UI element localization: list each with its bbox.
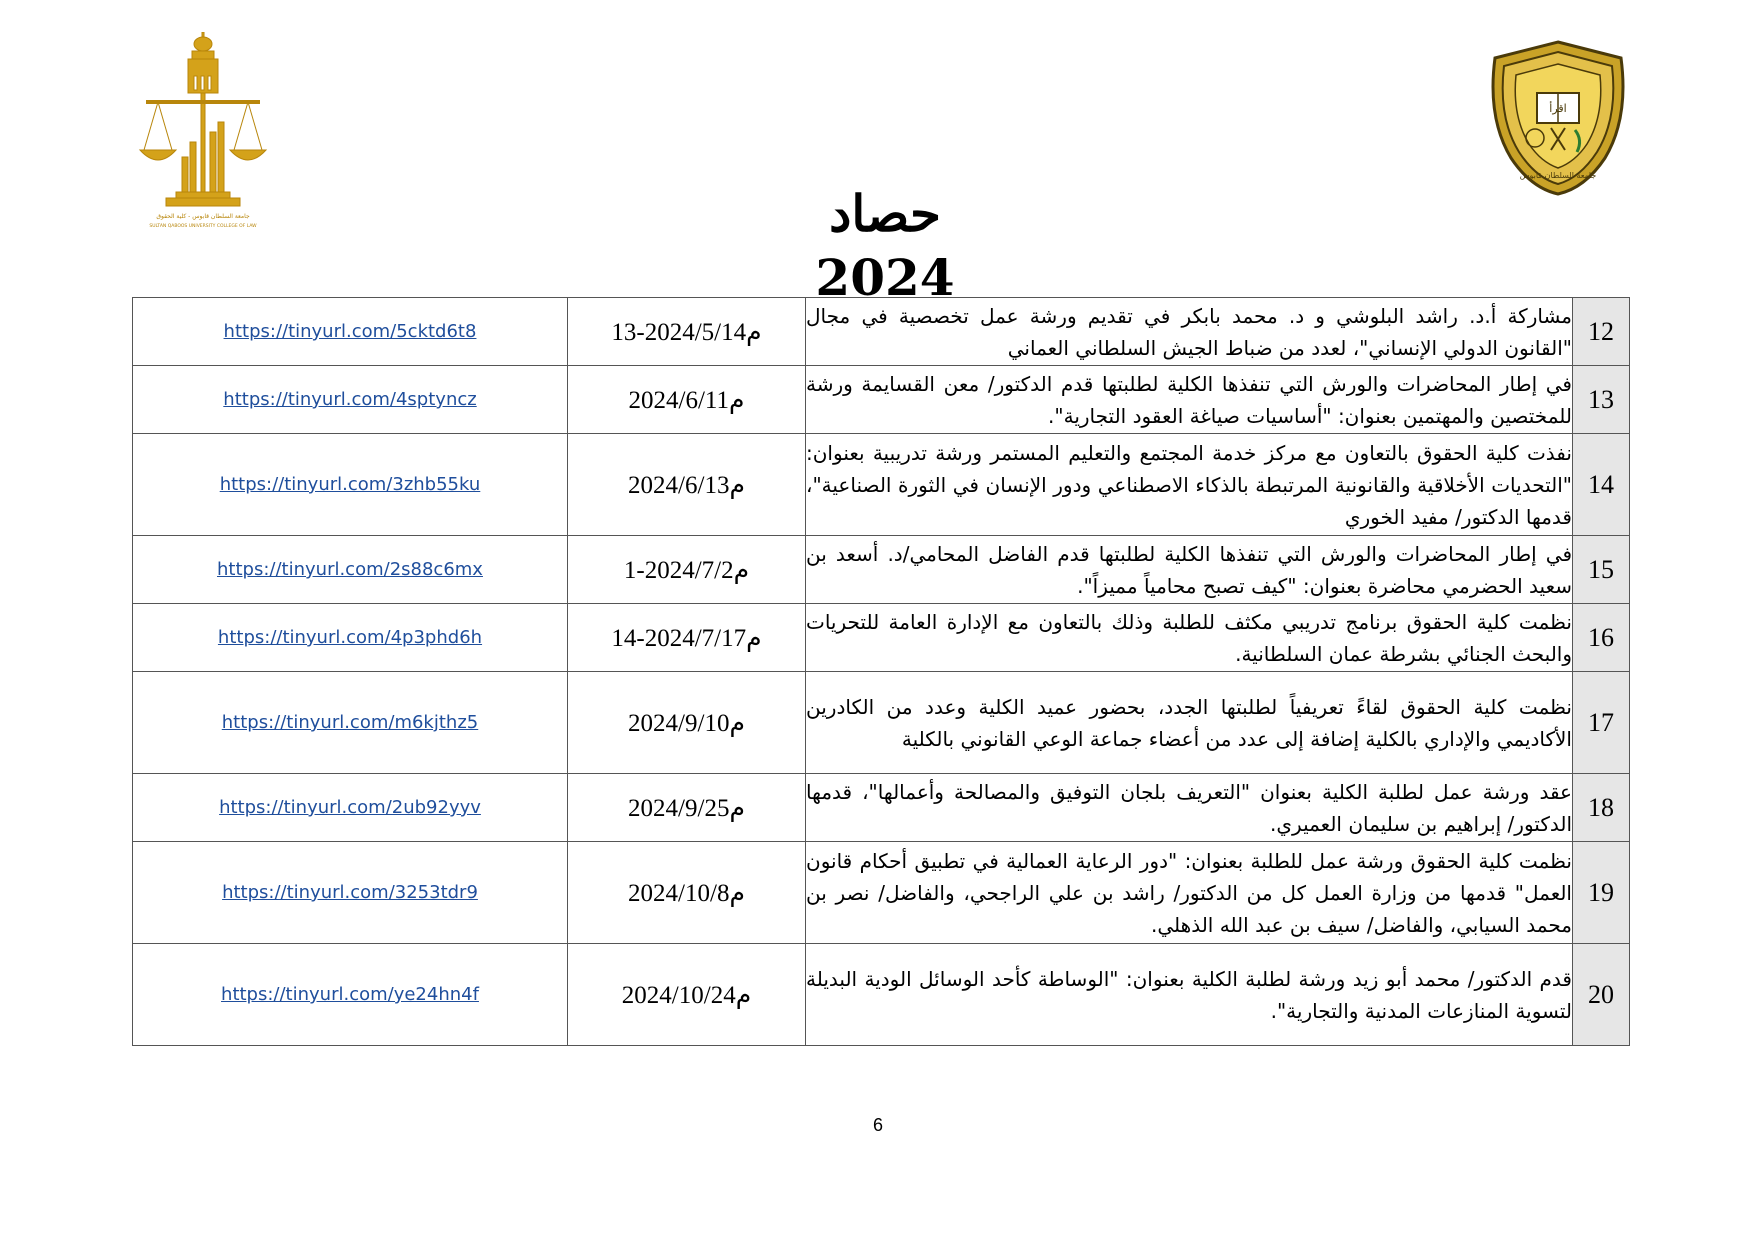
date-cell <box>568 842 806 944</box>
event-date: 1-2024/7/2م <box>623 556 750 584</box>
row-number: 12 <box>1588 316 1614 346</box>
row-number: 17 <box>1588 707 1614 737</box>
row-number-cell <box>1573 536 1630 604</box>
table-row <box>133 298 1630 366</box>
tinyurl-link[interactable]: https://tinyurl.com/3zhb55ku <box>219 474 481 495</box>
university-crest-icon <box>1485 38 1631 198</box>
event-description: نظمت كلية الحقوق لقاءً تعريفياً لطلبتها الجدد، بحضور عميد الكلية وعدد من الكادرين الأكاديمي والإداري بالكلية إضافة إلى عدد من أعضاء جماعة الوعي القانوني بالكلية <box>806 694 1572 751</box>
row-number: 18 <box>1588 792 1614 822</box>
crest-inscription: جامعة السلطان قابوس <box>1519 171 1597 180</box>
table-row <box>133 366 1630 434</box>
link-cell <box>133 366 568 434</box>
event-date: 2024/6/13م <box>628 471 745 499</box>
table-row <box>133 536 1630 604</box>
event-date: 2024/9/10م <box>628 709 745 737</box>
tinyurl-link[interactable]: https://tinyurl.com/ye24hn4f <box>221 984 479 1005</box>
row-number-cell <box>1573 604 1630 672</box>
table-row <box>133 604 1630 672</box>
logo-caption-arabic: جامعة السلطان قابوس - كلية الحقوق <box>156 213 250 220</box>
description-cell <box>806 536 1573 604</box>
description-cell <box>806 672 1573 774</box>
date-cell <box>568 536 806 604</box>
date-cell <box>568 366 806 434</box>
event-description: في إطار المحاضرات والورش التي تنفذها الكلية لطلبتها قدم الدكتور/ معن القسايمة ورشة للمختصين والمهتمين بعنوان: "أساسيات صياغة العقود التجارية". <box>806 371 1572 428</box>
date-cell <box>568 672 806 774</box>
description-cell <box>806 944 1573 1046</box>
description-cell <box>806 298 1573 366</box>
event-description: نظمت كلية الحقوق برنامج تدريبي مكثف للطلبة وذلك بالتعاون مع الإدارة العامة للتحريات والبحث الجنائي بشرطة عمان السلطانية. <box>806 609 1572 666</box>
row-number: 15 <box>1588 554 1614 584</box>
event-description: عقد ورشة عمل لطلبة الكلية بعنوان "التعريف بلجان التوفيق والمصالحة وأعمالها"، قدمها الدكتور/ إبراهيم بن سليمان العميري. <box>806 779 1572 836</box>
link-cell <box>133 672 568 774</box>
event-date: 2024/6/11م <box>628 386 745 414</box>
row-number-cell <box>1573 774 1630 842</box>
tinyurl-link[interactable]: https://tinyurl.com/4sptyncz <box>223 389 477 410</box>
link-cell <box>133 298 568 366</box>
row-number: 20 <box>1588 979 1614 1009</box>
row-number: 13 <box>1588 384 1614 414</box>
event-description: في إطار المحاضرات والورش التي تنفذها الكلية لطلبتها قدم الفاضل المحامي/د. أسعد بن سعيد الحضرمي محاضرة بعنوان: "كيف تصبح محامياً مميزاً". <box>806 541 1572 598</box>
link-cell <box>133 842 568 944</box>
row-number: 19 <box>1588 877 1614 907</box>
description-cell <box>806 434 1573 536</box>
event-description: قدم الدكتور/ محمد أبو زيد ورشة لطلبة الكلية بعنوان: "الوساطة كأحد الوسائل الودية البديلة لتسوية المنازعات المدنية والتجارية". <box>806 966 1572 1023</box>
event-date: 14-2024/7/17م <box>611 624 762 652</box>
tinyurl-link[interactable]: https://tinyurl.com/m6kjthz5 <box>221 712 479 733</box>
college-of-law-logo <box>138 32 268 232</box>
table-row <box>133 672 1630 774</box>
tinyurl-link[interactable]: https://tinyurl.com/2ub92yyv <box>219 797 481 818</box>
tinyurl-link[interactable]: https://tinyurl.com/5cktd6t8 <box>223 321 477 342</box>
description-cell <box>806 604 1573 672</box>
tinyurl-link[interactable]: https://tinyurl.com/2s88c6mx <box>217 559 483 580</box>
event-description: نظمت كلية الحقوق ورشة عمل للطلبة بعنوان: "دور الرعاية العمالية في تطبيق أحكام قانون العمل" قدمها من وزارة العمل كل من الدكتور/ راشد بن علي الراجحي، والفاضل/ نصر بن محمد السيابي، والفاضل/ سيف بن عبد الله الذهلي. <box>806 848 1572 937</box>
row-number-cell <box>1573 434 1630 536</box>
date-cell <box>568 774 806 842</box>
tinyurl-link[interactable]: https://tinyurl.com/4p3phd6h <box>217 627 483 648</box>
activities-table <box>132 297 1630 1046</box>
date-cell <box>568 434 806 536</box>
row-number-cell <box>1573 944 1630 1046</box>
row-number: 14 <box>1588 469 1614 499</box>
event-date: 2024/9/25م <box>628 794 745 822</box>
date-cell <box>568 944 806 1046</box>
event-date: 2024/10/24م <box>621 981 752 1009</box>
table-row <box>133 842 1630 944</box>
row-number: 16 <box>1588 622 1614 652</box>
page-number: 6 <box>872 1115 883 1135</box>
link-cell <box>133 774 568 842</box>
link-cell <box>133 536 568 604</box>
tinyurl-link[interactable]: https://tinyurl.com/3253tdr9 <box>222 882 478 903</box>
link-cell <box>133 604 568 672</box>
table-row <box>133 944 1630 1046</box>
row-number-cell <box>1573 366 1630 434</box>
table-row <box>133 774 1630 842</box>
description-cell <box>806 366 1573 434</box>
link-cell <box>133 434 568 536</box>
row-number-cell <box>1573 672 1630 774</box>
event-description: نفذت كلية الحقوق بالتعاون مع مركز خدمة المجتمع والتعليم المستمر ورشة تدريبية بعنوان: "التحديات الأخلاقية والقانونية المرتبطة بالذكاء الاصطناعي ودور الإنسان في الثورة الصناعية"، قدمها الدكتور/ مفيد الخوري <box>806 440 1572 529</box>
university-crest-logo <box>1485 38 1631 198</box>
row-number-cell <box>1573 842 1630 944</box>
table-row <box>133 434 1630 536</box>
page-title: حصاد 2024 <box>815 184 955 307</box>
logo-caption-english: SULTAN QABOOS UNIVERSITY COLLEGE OF LAW <box>149 224 257 229</box>
row-number-cell <box>1573 298 1630 366</box>
date-cell <box>568 604 806 672</box>
scales-of-justice-icon <box>138 32 268 232</box>
event-date: 13-2024/5/14م <box>611 318 762 346</box>
event-description: مشاركة أ.د. راشد البلوشي و د. محمد بابكر في تقديم ورشة عمل تخصصية في مجال "القانون الدولي الإنساني"، لعدد من ضباط الجيش السلطاني العماني <box>806 303 1572 360</box>
svg-text:اقرأ: اقرأ <box>1549 102 1567 115</box>
link-cell <box>133 944 568 1046</box>
description-cell <box>806 774 1573 842</box>
event-date: 2024/10/8م <box>628 879 745 907</box>
description-cell <box>806 842 1573 944</box>
date-cell <box>568 298 806 366</box>
